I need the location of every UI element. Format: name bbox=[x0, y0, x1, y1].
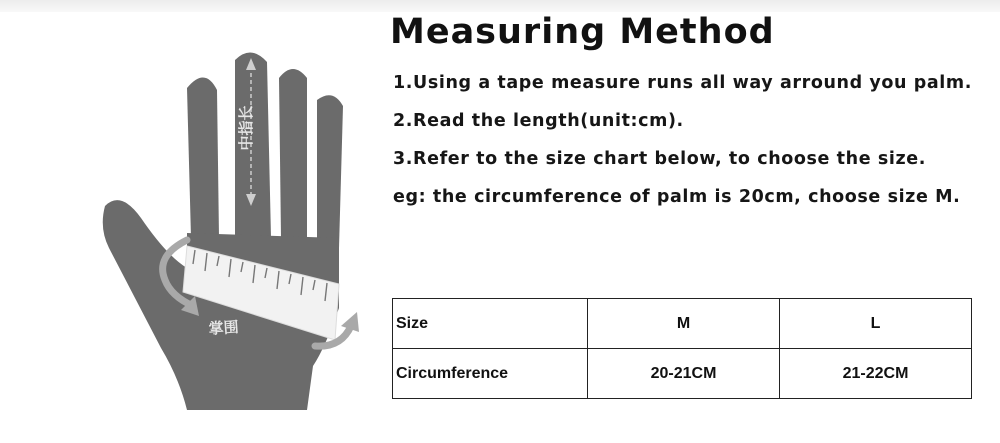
step-2: 2.Read the length(unit:cm). bbox=[393, 111, 684, 131]
circumference-label-cell: Circumference bbox=[393, 349, 588, 399]
circumference-l-cell: 21-22CM bbox=[780, 349, 972, 399]
circumference-m-cell: 20-21CM bbox=[588, 349, 780, 399]
size-chart-table bbox=[392, 298, 972, 399]
table-row bbox=[393, 349, 972, 399]
size-l-cell: L bbox=[780, 299, 972, 349]
palm-circumference-label: 掌围 bbox=[208, 317, 240, 338]
hand-illustration bbox=[95, 48, 395, 413]
step-1: 1.Using a tape measure runs all way arround you palm. bbox=[393, 73, 972, 93]
instructions bbox=[393, 70, 983, 222]
hand-svg bbox=[95, 48, 395, 413]
top-strip bbox=[0, 0, 1000, 12]
page-title: Measuring Method bbox=[390, 12, 775, 52]
size-m-cell: M bbox=[588, 299, 780, 349]
hand-silhouette bbox=[103, 52, 343, 410]
middle-finger-length-label: 中指长 bbox=[237, 105, 255, 151]
step-3: 3.Refer to the size chart below, to choose the size. bbox=[393, 149, 926, 169]
table-row bbox=[393, 299, 972, 349]
size-header-cell: Size bbox=[393, 299, 588, 349]
example-note: eg: the circumference of palm is 20cm, choose size M. bbox=[393, 187, 961, 207]
